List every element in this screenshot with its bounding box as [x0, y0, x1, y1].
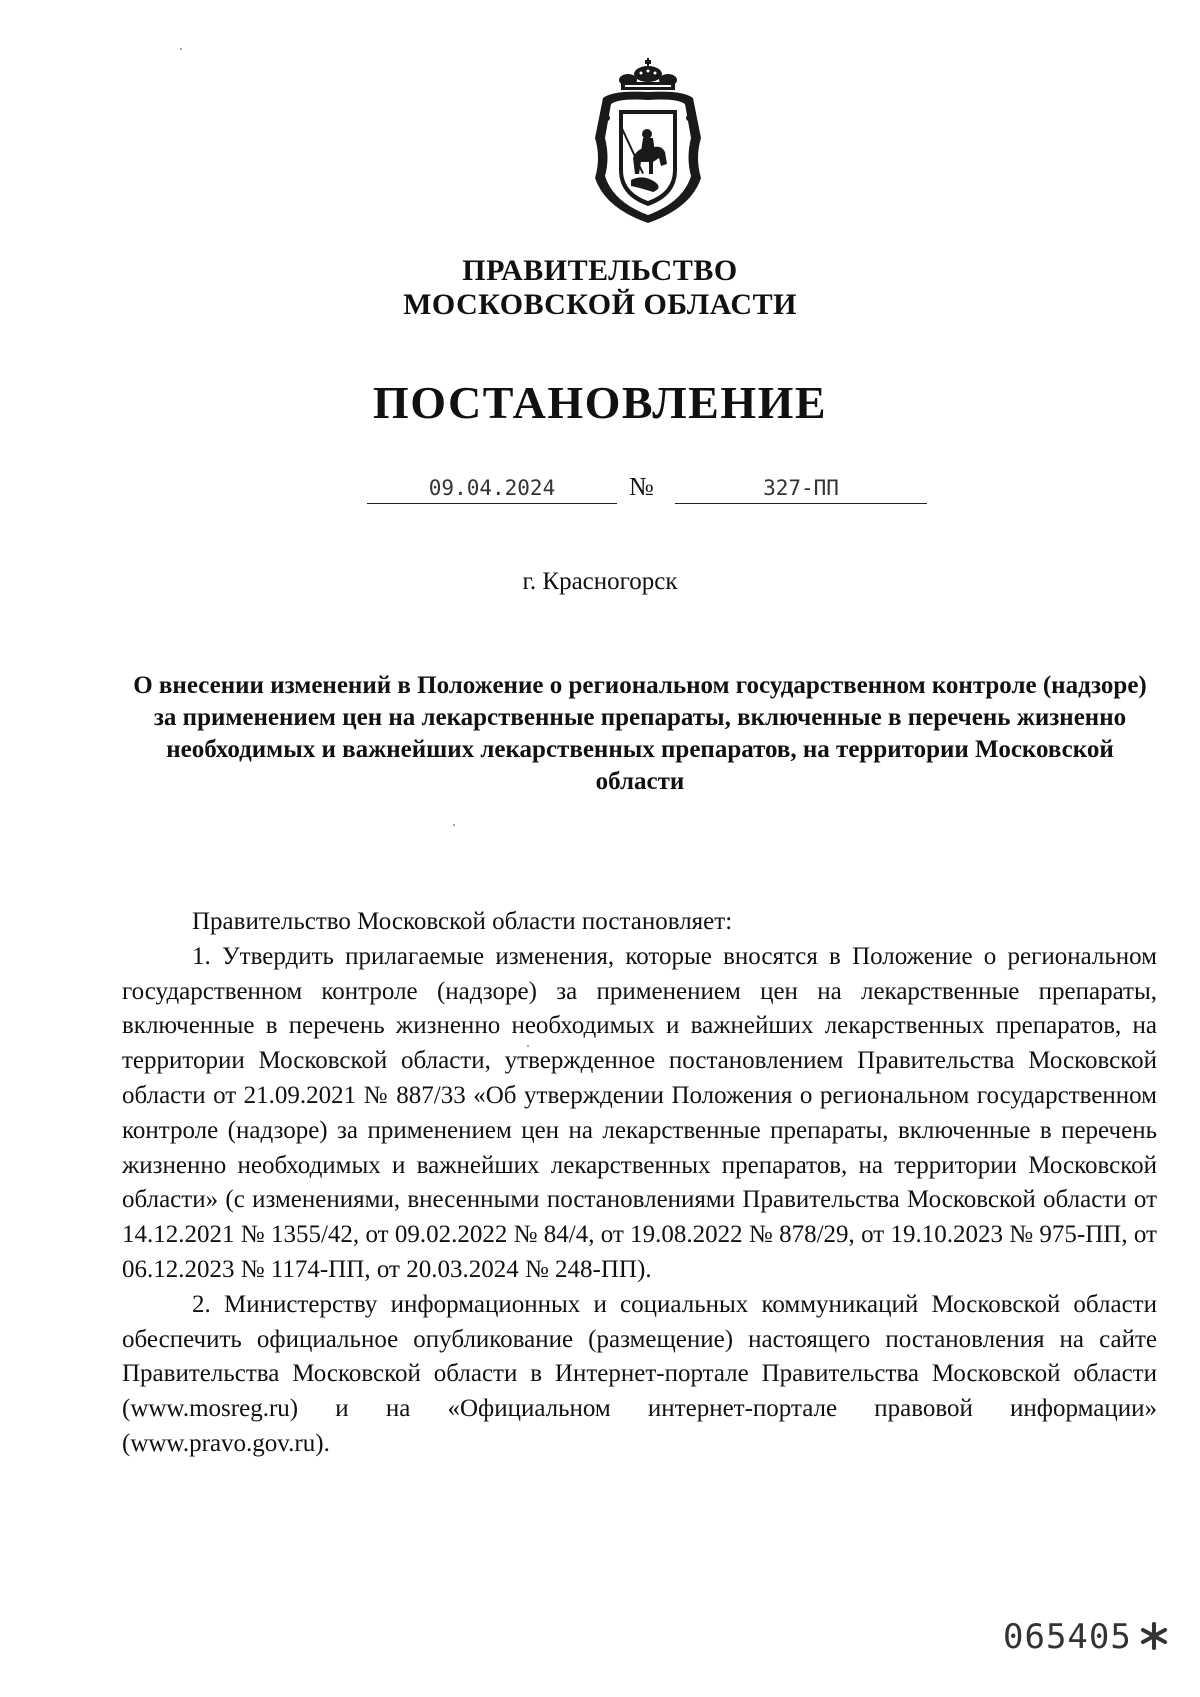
number-sign: №	[629, 472, 654, 501]
scan-speck	[527, 1045, 529, 1047]
document-date: 09.04.2024	[367, 473, 617, 504]
document-title: О внесении изменений в Положение о региональном государственном контроле (надзоре) за применением цен на лекарственные препараты, включенные в перечень жизненно необходимых и важнейших лекарственных препаратов, на территории Московской области	[133, 672, 1147, 795]
body-item-1: 1. Утвердить прилагаемые изменения, которые вносятся в Положение о региональном государственном контроле (надзоре) за применением цен на лекарственные препараты, включенные в перечень жизненно необходимых и важнейших лекарственных препаратов, на территории Московской области, утвержденное постановлением Правительства Московской области от 21.09.2021 № 887/33 «Об утверждении Положения о региональном государственном контроле (надзоре) за применением цен на лекарственные препараты, включенные в перечень жизненно необходимых и важнейших лекарственных препаратов, на территории Московской области» (с изменениями, внесенными постановлениями Правительства Московской области от 14.12.2021 № 1355/42, от 09.02.2022 № 84/4, от 19.08.2022 № 878/29, от 19.10.2023 № 975-ПП, от 06.12.2023 № 1174-ПП, от 20.03.2024 № 248-ПП).	[122, 942, 1157, 1283]
scan-speck	[180, 48, 182, 50]
document-city: г. Красногорск	[522, 568, 678, 595]
org-name-line2: МОСКОВСКОЙ ОБЛАСТИ	[403, 288, 797, 321]
body-intro: Правительство Московской области постановляет:	[192, 908, 733, 935]
document-meta	[367, 472, 927, 512]
asterisk-icon	[1137, 1619, 1171, 1653]
document-number: 327-ПП	[675, 473, 927, 504]
document-type: ПОСТАНОВЛЕНИЕ	[372, 377, 828, 428]
body-item-2: 2. Министерству информационных и социальных коммуникаций Московской области обеспечить официальное опубликование (размещение) настоящего постановления на сайте Правительства Московской области в Интернет-портале Правительства Московской области (www.mosreg.ru) и на «Официальном интернет-портале правовой информации» (www.pravo.gov.ru).	[122, 1290, 1157, 1457]
serial-stamp: 065405	[1003, 1617, 1132, 1657]
org-name-line1: ПРАВИТЕЛЬСТВО	[462, 254, 738, 287]
document-body	[122, 905, 1157, 1462]
moscow-oblast-coat-of-arms-icon	[583, 58, 713, 228]
scan-speck	[453, 824, 455, 826]
